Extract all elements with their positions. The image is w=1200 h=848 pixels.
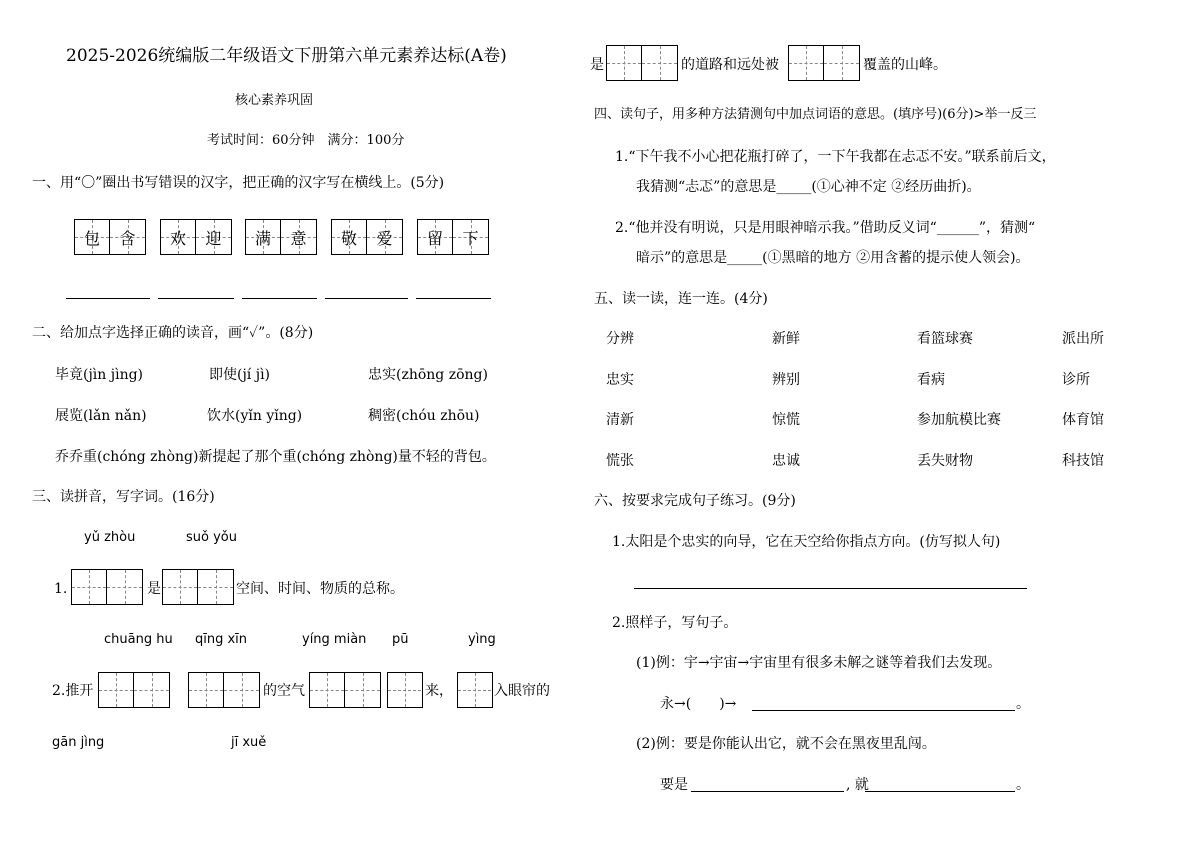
pinyin-label: yìng	[468, 632, 496, 647]
question-text[interactable]: 暗示”的意思是_____(①黑暗的地方 ②用含蓄的提示使人领会)。	[636, 250, 1030, 266]
grid-char: 迎	[205, 228, 222, 248]
pinyin-label: yíng miàn	[302, 632, 367, 647]
question-text[interactable]: 我猜测“忐忑”的意思是_____(①心神不定 ②经历曲折)。	[636, 179, 981, 195]
answer-line[interactable]	[242, 298, 317, 299]
section-3-heading: 三、读拼音，写字词。(16分)	[32, 489, 215, 505]
match-item[interactable]: 体育馆	[1062, 412, 1104, 428]
sentence-text: 是	[147, 581, 161, 597]
fill-prompt: 。	[1016, 777, 1030, 793]
writing-grid[interactable]	[71, 569, 143, 605]
pronunciation-item[interactable]: 即使(jí jì)	[209, 367, 271, 383]
pronunciation-sentence[interactable]: 乔乔重(chóng zhòng)新提起了那个重(chóng zhòng)量不轻的背包。	[55, 449, 496, 465]
writing-grid[interactable]	[606, 45, 678, 81]
pronunciation-item[interactable]: 饮水(yǐn yǐng)	[207, 408, 303, 424]
match-item[interactable]: 参加航模比赛	[917, 412, 1001, 428]
word-grid	[160, 219, 232, 255]
writing-grid[interactable]	[387, 672, 423, 708]
pinyin-label: yǔ zhòu	[84, 530, 136, 545]
fill-prompt: 。	[1016, 696, 1030, 712]
question-text: 1.太阳是个忠实的向导，它在天空给你指点方向。(仿写拟人句)	[612, 534, 1001, 550]
answer-line[interactable]	[865, 791, 1015, 792]
fill-prompt: 要是	[660, 777, 688, 793]
page-title: 2025-2026统编版二年级语文下册第六单元素养达标(A卷)	[66, 46, 507, 66]
sentence-text: 是	[590, 57, 604, 73]
match-item[interactable]: 分辨	[606, 331, 634, 347]
answer-line[interactable]	[752, 710, 1015, 711]
sentence-text: 来，	[425, 683, 453, 699]
match-item[interactable]: 忠诚	[772, 453, 800, 469]
answer-line[interactable]	[634, 588, 1027, 589]
grid-char: 爱	[376, 228, 393, 248]
pinyin-label: pū	[392, 632, 409, 647]
pronunciation-item[interactable]: 毕竟(jìn jìng)	[55, 367, 144, 383]
match-item[interactable]: 辨别	[772, 372, 800, 388]
match-item[interactable]: 科技馆	[1062, 453, 1104, 469]
section-5-heading: 五、读一读，连一连。(4分)	[594, 291, 768, 307]
writing-grid[interactable]	[309, 672, 381, 708]
section-6-heading: 六、按要求完成句子练习。(9分)	[594, 493, 796, 509]
grid-char: 包	[83, 228, 100, 248]
pronunciation-item[interactable]: 展览(lǎn nǎn)	[55, 408, 147, 424]
answer-line[interactable]	[416, 298, 491, 299]
question-text[interactable]: 2.“他并没有明说，只是用眼神暗示我。”借助反义词“______”，猜测“	[615, 220, 1036, 236]
question-text: 1.“下午我不小心把花瓶打碎了，一下午我都在忐忑不安。”联系前后文，	[615, 149, 1056, 165]
sentence-text: 覆盖的山峰。	[863, 57, 947, 73]
example-text: (1)例：宇→宇宙→宇宙里有很多未解之谜等着我们去发现。	[636, 655, 1002, 671]
grid-char: 敬	[340, 228, 357, 248]
match-item[interactable]: 惊慌	[772, 412, 800, 428]
question-number: 2.推开	[52, 683, 94, 699]
word-grid	[331, 219, 403, 255]
match-item[interactable]: 丢失财物	[917, 453, 973, 469]
match-item[interactable]: 慌张	[606, 453, 634, 469]
pronunciation-item[interactable]: 忠实(zhōng zōng)	[368, 367, 488, 383]
grid-char: 留	[426, 228, 443, 248]
writing-grid[interactable]	[98, 672, 170, 708]
pinyin-label: jī xuě	[231, 735, 267, 750]
sentence-text: 入眼帘的	[494, 683, 550, 699]
word-grid	[74, 219, 146, 255]
match-item[interactable]: 新鲜	[772, 331, 800, 347]
answer-line[interactable]	[691, 791, 844, 792]
question-number: 1.	[54, 581, 68, 597]
writing-grid[interactable]	[162, 569, 234, 605]
pinyin-label: suǒ yǒu	[186, 530, 237, 545]
section-4-heading: 四、读句子，用多种方法猜测句中加点词语的意思。(填序号)(6分)>举一反三	[594, 107, 1037, 122]
answer-line[interactable]	[325, 298, 408, 299]
fill-prompt: 永→( )→	[660, 696, 737, 712]
writing-grid[interactable]	[788, 45, 860, 81]
grid-char: 满	[254, 228, 271, 248]
match-item[interactable]: 诊所	[1062, 372, 1090, 388]
sentence-text: 的道路和远处被	[681, 57, 779, 73]
word-grid	[245, 219, 317, 255]
question-text: 2.照样子，写句子。	[612, 615, 738, 631]
exam-info: 考试时间：60分钟 满分：100分	[207, 133, 405, 148]
match-item[interactable]: 派出所	[1062, 331, 1104, 347]
match-item[interactable]: 看篮球赛	[917, 331, 973, 347]
answer-line[interactable]	[158, 298, 234, 299]
pinyin-label: chuāng hu	[104, 632, 173, 647]
writing-grid[interactable]	[188, 672, 260, 708]
answer-line[interactable]	[66, 298, 150, 299]
page-subtitle: 核心素养巩固	[235, 93, 314, 108]
grid-char: 意	[290, 228, 307, 248]
fill-prompt: , 就	[846, 777, 869, 793]
section-2-heading: 二、给加点字选择正确的读音，画“✓”。(8分)	[32, 325, 314, 341]
grid-char: 含	[119, 228, 136, 248]
pinyin-label: gān jìng	[52, 735, 105, 750]
word-grid	[417, 219, 489, 255]
grid-char: 欢	[169, 228, 186, 248]
pinyin-label: qīng xīn	[195, 632, 248, 647]
section-1-heading: 一、用“〇”圈出书写错误的汉字，把正确的汉字写在横线上。(5分)	[32, 175, 445, 191]
sentence-text: 的空气	[263, 683, 305, 699]
example-text: (2)例：要是你能认出它，就不会在黑夜里乱闯。	[636, 736, 936, 752]
grid-char: 下	[462, 228, 479, 248]
pronunciation-item[interactable]: 稠密(chóu zhōu)	[368, 408, 480, 424]
match-item[interactable]: 清新	[606, 412, 634, 428]
match-item[interactable]: 忠实	[606, 372, 634, 388]
writing-grid[interactable]	[457, 672, 493, 708]
sentence-text: 空间、时间、物质的总称。	[236, 581, 404, 597]
match-item[interactable]: 看病	[917, 372, 945, 388]
